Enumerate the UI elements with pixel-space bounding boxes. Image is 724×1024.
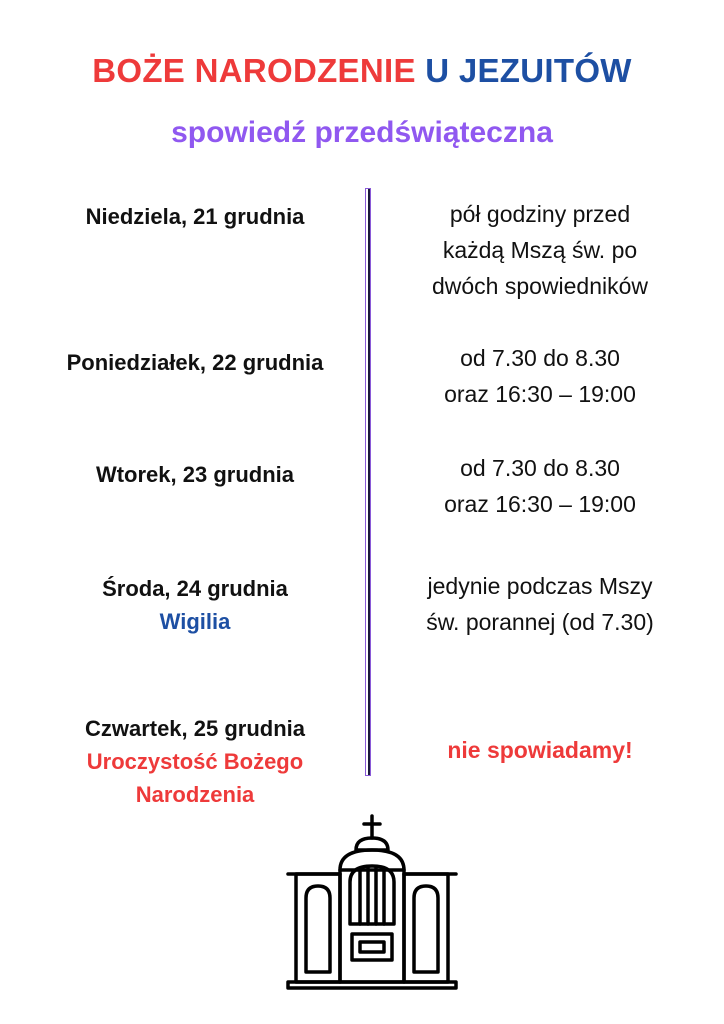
day-note: Uroczystość Bożego bbox=[86, 749, 304, 774]
hours-line: dwóch spowiedników bbox=[431, 273, 649, 299]
no-confession-note: nie spowiadamy! bbox=[447, 737, 633, 763]
hours-line: od 7.30 do 8.30 bbox=[460, 345, 620, 371]
hours-line: oraz 16:30 – 19:00 bbox=[444, 491, 636, 517]
hours-1 bbox=[385, 196, 695, 304]
day-label-3 bbox=[28, 458, 362, 491]
confessional-icon bbox=[282, 812, 462, 992]
page-title bbox=[0, 52, 724, 90]
hours-line: każdą Mszą św. po bbox=[442, 237, 638, 263]
vertical-divider bbox=[365, 188, 371, 776]
page-subtitle: spowiedź przedświąteczna bbox=[171, 116, 553, 149]
day-label-5 bbox=[28, 712, 362, 811]
day-label-1 bbox=[28, 200, 362, 233]
hours-line: jedynie podczas Mszy bbox=[427, 573, 653, 599]
day-name: Środa, 24 grudnia bbox=[102, 576, 288, 601]
day-name: Niedziela, 21 grudnia bbox=[85, 204, 305, 229]
title-part-red: BOŻE NARODZENIE bbox=[92, 52, 416, 89]
day-note: Wigilia bbox=[159, 609, 231, 634]
hours-5 bbox=[385, 732, 695, 768]
hours-line: oraz 16:30 – 19:00 bbox=[444, 381, 636, 407]
day-note: Narodzenia bbox=[135, 782, 255, 807]
hours-line: od 7.30 do 8.30 bbox=[460, 455, 620, 481]
hours-4 bbox=[385, 568, 695, 640]
day-name: Poniedziałek, 22 grudnia bbox=[66, 350, 324, 375]
day-name: Wtorek, 23 grudnia bbox=[95, 462, 295, 487]
title-part-blue: U JEZUITÓW bbox=[425, 52, 632, 89]
hours-line: pół godziny przed bbox=[449, 201, 631, 227]
day-name: Czwartek, 25 grudnia bbox=[84, 716, 306, 741]
hours-3 bbox=[385, 450, 695, 522]
day-label-2 bbox=[28, 346, 362, 379]
hours-line: św. porannej (od 7.30) bbox=[426, 609, 654, 635]
hours-2 bbox=[385, 340, 695, 412]
day-label-4 bbox=[28, 572, 362, 638]
